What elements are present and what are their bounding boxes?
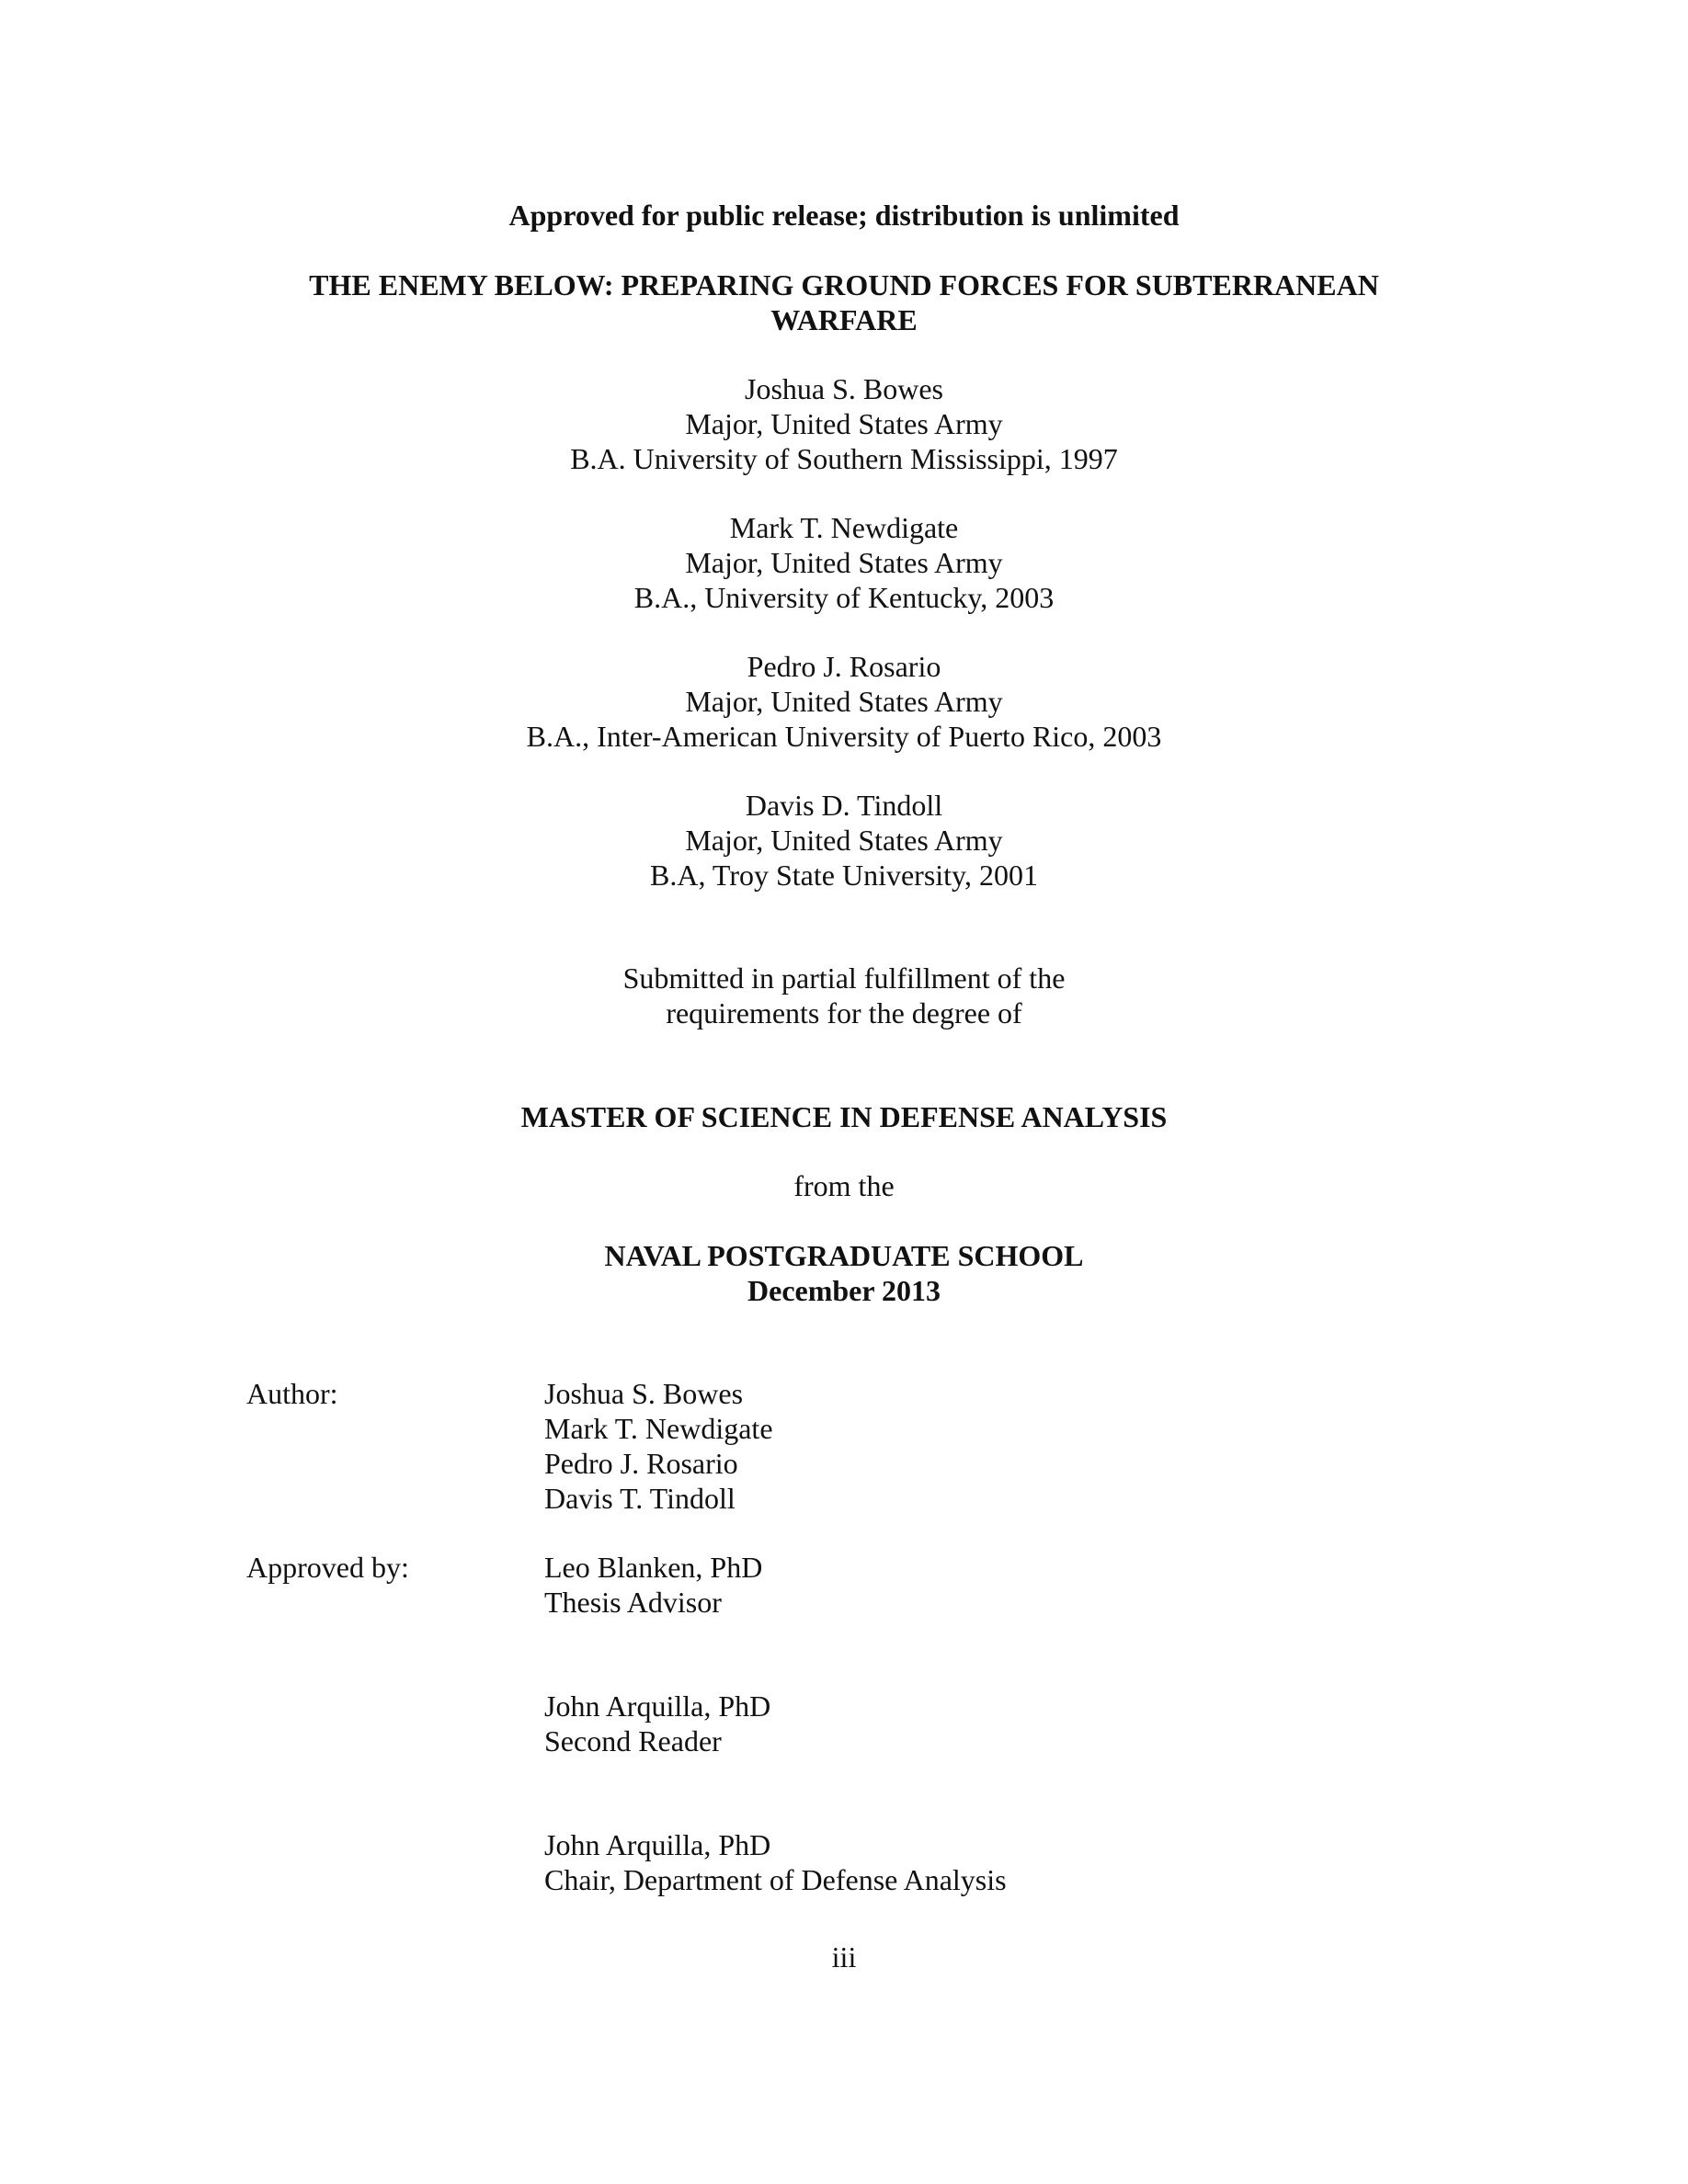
title-line-1: THE ENEMY BELOW: PREPARING GROUND FORCES FOR SUBTERRANEAN [309, 268, 1379, 301]
author-name: Mark T. Newdigate [729, 511, 959, 544]
submission-line-1: Submitted in partial fulfillment of the [622, 961, 1066, 995]
author-name: Joshua S. Bowes [744, 372, 943, 405]
author-name: Davis D. Tindoll [745, 789, 943, 822]
author-rank: Major, United States Army [685, 546, 1003, 579]
author-degree: B.A, Troy State University, 2001 [650, 859, 1038, 892]
approver-name: John Arquilla, PhD [544, 1689, 771, 1723]
author-rank: Major, United States Army [685, 407, 1003, 440]
school-name: NAVAL POSTGRADUATE SCHOOL [604, 1239, 1084, 1272]
submission-statement [0, 961, 1688, 1030]
approver-role: Chair, Department of Defense Analysis [544, 1863, 1007, 1896]
release-text: Approved for public release; distribution is unlimited [508, 199, 1180, 232]
approver-1 [544, 1550, 762, 1620]
author-degree: B.A., University of Kentucky, 2003 [633, 581, 1055, 614]
author-detail-4 [0, 788, 1688, 893]
author-detail-2 [0, 510, 1688, 615]
approver-name: Leo Blanken, PhD [544, 1551, 763, 1584]
author-list [544, 1376, 773, 1516]
signature-author: Davis T. Tindoll [544, 1482, 736, 1515]
author-label: Author: [246, 1377, 338, 1410]
author-degree: B.A. University of Southern Mississippi, 1997 [570, 442, 1118, 475]
degree-name [0, 1099, 1688, 1134]
approved-by-label: Approved by: [246, 1551, 409, 1584]
author-rank: Major, United States Army [685, 824, 1003, 857]
thesis-title [0, 267, 1688, 337]
page-number: iii [831, 1940, 857, 1974]
signature-author: Joshua S. Bowes [544, 1377, 744, 1410]
approver-role: Thesis Advisor [544, 1586, 722, 1619]
signature-author: Pedro J. Rosario [544, 1447, 738, 1480]
from-text: from the [793, 1169, 895, 1202]
signature-author: Mark T. Newdigate [544, 1412, 773, 1445]
submission-line-2: requirements for the degree of [666, 996, 1022, 1029]
approver-name: John Arquilla, PhD [544, 1828, 771, 1861]
author-degree: B.A., Inter-American University of Puerto Rico, 2003 [526, 720, 1162, 753]
submission-date: December 2013 [747, 1274, 941, 1307]
author-detail-3 [0, 649, 1688, 754]
author-rank: Major, United States Army [685, 685, 1003, 718]
author-detail-1 [0, 371, 1688, 476]
school-and-date [0, 1238, 1688, 1308]
approver-2 [544, 1689, 770, 1758]
from-the [0, 1168, 1688, 1203]
approver-role: Second Reader [544, 1724, 722, 1757]
title-line-2: WARFARE [770, 303, 918, 336]
approver-3 [544, 1827, 1007, 1897]
release-statement [0, 198, 1688, 233]
degree-text: MASTER OF SCIENCE IN DEFENSE ANALYSIS [520, 1100, 1168, 1133]
author-name: Pedro J. Rosario [747, 650, 941, 683]
